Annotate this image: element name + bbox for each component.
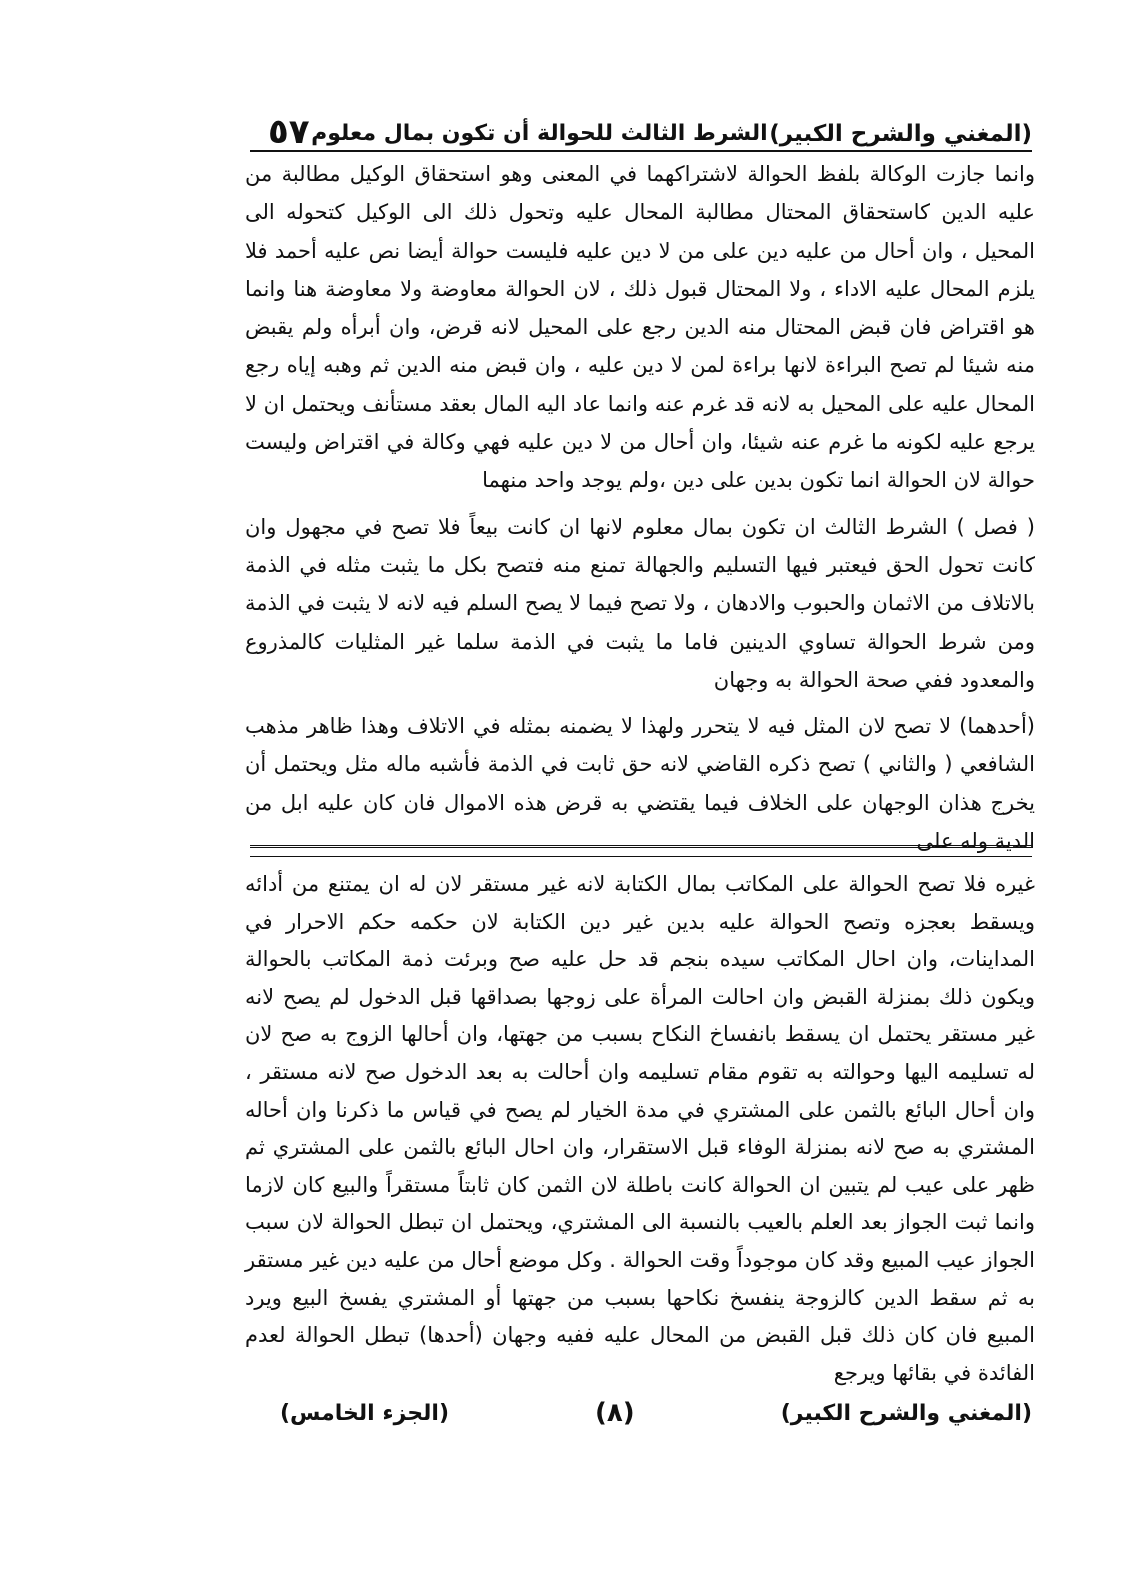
running-header	[250, 103, 1032, 152]
page-footer	[280, 1393, 1032, 1433]
main-paragraph: ( فصل ) الشرط الثالث ان تكون بمال معلوم لانها ان كانت بيعاً فلا تصح في مجهول وان كانت تحول الحق فيعتبر فيها التسليم والجهالة تمنع منه فتصح بكل ما يثبت مثله في الذمة بالاتلاف من الاثمان والحبوب والادهان ، ولا تصح فيما لا يصح السلم فيه لانه لا يثبت في الذمة ومن شرط الحوالة تساوي الدينين فاما ما يثبت في الذمة سلما غير المثليات كالمذروع والمعدود ففي صحة الحوالة به وجهان	[245, 514, 1035, 692]
commentary-text	[245, 866, 1035, 1392]
header-section-title: الشرط الثالث للحوالة أن تكون بمال معلوم	[311, 121, 768, 146]
page-number: ٥٧	[268, 112, 310, 152]
section-divider	[250, 845, 1032, 857]
main-paragraph: (أحدهما) لا تصح لان المثل فيه لا يتحرر ولهذا لا يضمنه بمثله في الاتلاف وهذا ظاهر مذهب الشافعي ( والثاني ) تصح ذكره القاضي لانه حق ثابت في الذمة فأشبه ماله مثل ويحتمل أن يخرج هذان الوجهان على الخلاف فيما يقتضي به قرض هذه الاموال فان كان عليه ابل من الدية وله على	[245, 714, 1035, 854]
header-rule	[250, 150, 1032, 152]
main-paragraph: وانما جازت الوكالة بلفظ الحوالة لاشتراكهما في المعنى وهو استحقاق الوكيل مطالبة من عليه الدين كاستحقاق المحتال مطالبة المحال عليه وتحول ذلك الى الوكيل كتحوله الى المحيل ، وان أحال من عليه دين على من لا دين عليه فليست حوالة أيضا نص عليه أحمد فلا يلزم المحال عليه الاداء ، ولا المحتال قبول ذلك ، لان الحوالة معاوضة ولا معاوضة هنا وانما هو اقتراض فان قبض المحتال منه الدين رجع على المحيل لانه قرض، وان أبرأه ولم يقبض منه شيئا لم تصح البراءة لانها براءة لمن لا دين عليه ، وان قبض منه الدين ثم وهبه إياه رجع المحال عليه على المحيل به لانه قد غرم عنه وانما عاد اليه المال بعقد مستأنف ويحتمل ان لا يرجع عليه لكونه ما غرم عنه شيئا، وان أحال من لا دين عليه فهي وكالة في اقتراض وليست حوالة لان الحوالة انما تكون بدين على دين ،ولم يوجد واحد منهما	[245, 162, 1035, 493]
header-book-title: (المغني والشرح الكبير)	[769, 121, 1032, 147]
commentary-paragraph: غيره فلا تصح الحوالة على المكاتب بمال الكتابة لانه غير مستقر لان له ان يمتنع من أدائه ويسقط بعجزه وتصح الحوالة عليه بدين غير دين الكتابة لان حكمه حكم الاحرار في المداينات، وان احال المكاتب سيده بنجم قد حل عليه صح وبرئت ذمة المكاتب بالحوالة ويكون ذلك بمنزلة القبض وان احالت المرأة على زوجها بصداقها قبل الدخول لم يصح لانه غير مستقر يحتمل ان يسقط بانفساخ النكاح بسبب من جهتها، وان أحالها الزوج به صح لان له تسليمه اليها وحوالته به تقوم مقام تسليمه وان أحالت به بعد الدخول صح لانه مستقر ، وان أحال البائع بالثمن على المشتري في مدة الخيار لم يصح في قياس ما ذكرنا وان أحاله المشتري به صح لانه بمنزلة الوفاء قبل الاستقرار، وان احال البائع بالثمن على المشتري ثم ظهر على عيب لم يتبين ان الحوالة كانت باطلة لان الثمن كان ثابتاً مستقراً والبيع كان لازما وانما ثبت الجواز بعد العلم بالعيب بالنسبة الى المشتري، ويحتمل ان تبطل الحوالة لان سبب الجواز عيب المبيع وقد كان موجوداً وقت الحوالة . وكل موضع أحال من عليه دين غير مستقر به ثم سقط الدين كالزوجة ينفسخ نكاحها بسبب من جهتها أو المشتري يفسخ البيع ويرد المبيع فان كان ذلك قبل القبض من المحال عليه ففيه وجهان (أحدها) تبطل الحوالة لعدم الفائدة في بقائها ويرجع	[245, 872, 1035, 1385]
footer-book-title: (المغني والشرح الكبير)	[780, 1400, 1032, 1426]
main-text	[245, 155, 1035, 860]
footer-volume: (الجزء الخامس)	[280, 1400, 449, 1426]
footer-signature-mark: (٨)	[595, 1398, 635, 1428]
